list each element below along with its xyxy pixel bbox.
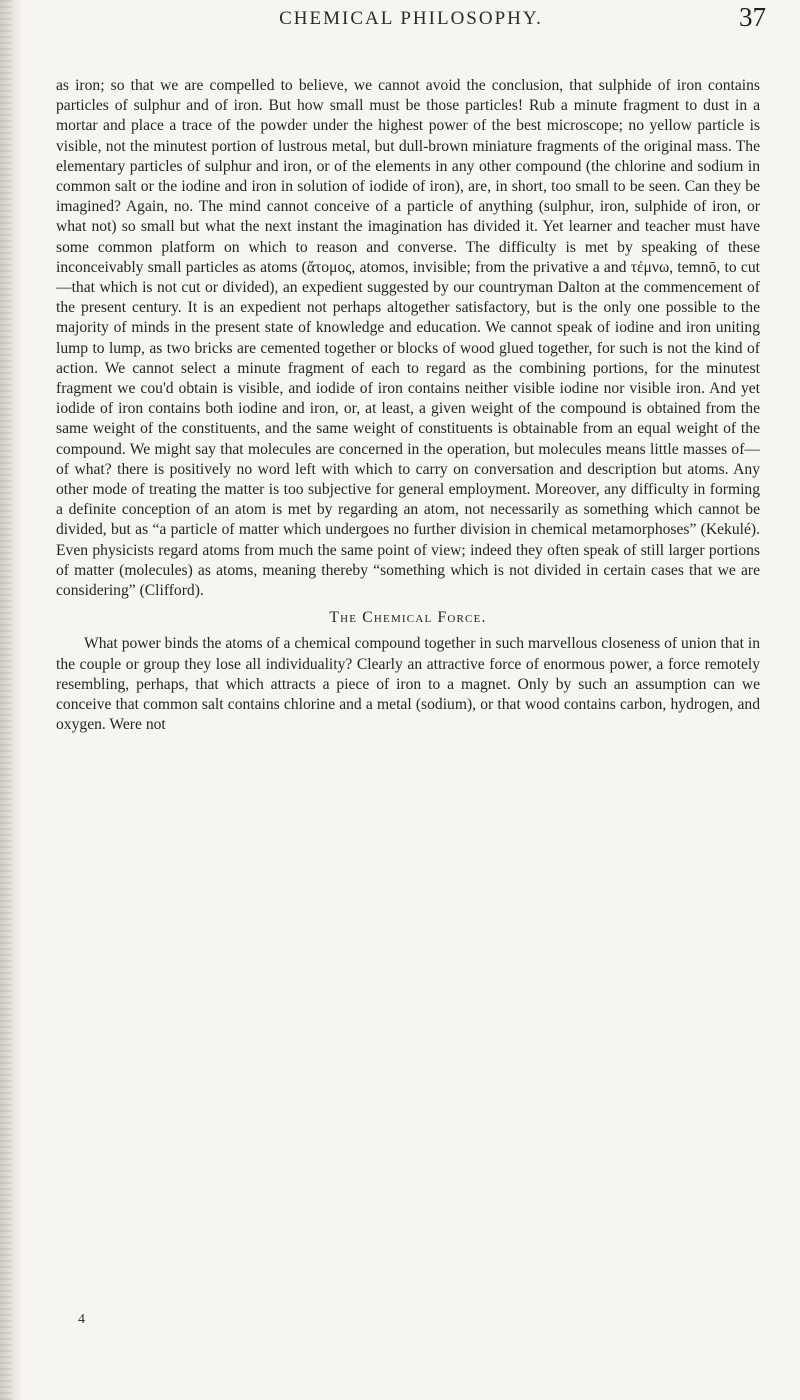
page-edge-texture bbox=[0, 0, 12, 1400]
page-number: 37 bbox=[739, 2, 766, 32]
page-body bbox=[56, 76, 760, 736]
running-head: CHEMICAL PHILOSOPHY. bbox=[279, 8, 543, 29]
paragraph-atoms: as iron; so that we are compelled to believe, we cannot avoid the conclusion, that sulphide of iron contains particles of sulphur and of iron. But how small must be those particles! Rub a minute fragment to dust in a mortar and place a trace of the powder under the highest power of the best microscope; no yellow particle is visible, not the minutest portion of lustrous metal, but dull-brown miniature fragments of the original mass. The elementary particles of sulphur and iron, or of the elements in any other compound (the chlorine and sodium in common salt or the iodine and iron in solution of iodide of iron), are, in short, too small to be seen. Can they be imagined? Again, no. The mind cannot conceive of a particle of anything (sulphur, iron, sulphide of iron, or what not) so small but what the next instant the imagination has divided it. Yet learner and teacher must have some common platform on which to reason and converse. The difficulty is met by speaking of these inconceivably small particles as atoms (ἄτομος, atomos, invisible; from the privative a and τέμνω, temnō, to cut—that which is not cut or divided), an expedient suggested by our countryman Dalton at the commencement of the present century. It is an expedient not perhaps altogether satisfactory, but is the only one possible to the majority of minds in the present state of knowledge and education. We cannot speak of iodine and iron uniting lump to lump, as two bricks are cemented together or blocks of wood glued together, for such is not the kind of action. We cannot select a minute fragment of each to regard as the combining portions, for the minutest fragment we cou'd obtain is visible, and iodide of iron contains neither visible iodine nor visible iron. And yet iodide of iron contains both iodine and iron, or, at least, a given weight of the compound is obtained from the same weight of the constituents, and the same weight of constituents is obtainable from an equal weight of the compound. We might say that molecules are concerned in the operation, but molecules means little masses of—of what? there is positively no word left with which to carry on conversation and description but atoms. Any other mode of treating the matter is too subjective for general employment. Moreover, any difficulty in forming a definite conception of an atom is met by regarding an atom, not necessarily as something which cannot be divided, but as “a particle of matter which undergoes no further division in chemical metamorphoses” (Kekulé). Even physicists regard atoms from much the same point of view; indeed they often speak of still larger portions of matter (molecules) as atoms, meaning thereby “something which is not divided in certain cases that we are considering” (Clifford). bbox=[56, 77, 760, 600]
page-header bbox=[56, 2, 766, 44]
section-heading: The Chemical Force. bbox=[329, 609, 487, 627]
paragraph-chemical-force: What power binds the atoms of a chemical compound together in such marvellous closeness of union that in the couple or group they lose all individuality? Clearly an attractive force of enormous power, a force remotely resembling, perhaps, that which attracts a piece of iron to a magnet. Only by such an assumption can we conceive that common salt contains chlorine and a metal (sodium), or that wood contains carbon, hydrogen, and oxygen. Were not bbox=[56, 635, 760, 734]
signature-mark: 4 bbox=[78, 1312, 85, 1327]
